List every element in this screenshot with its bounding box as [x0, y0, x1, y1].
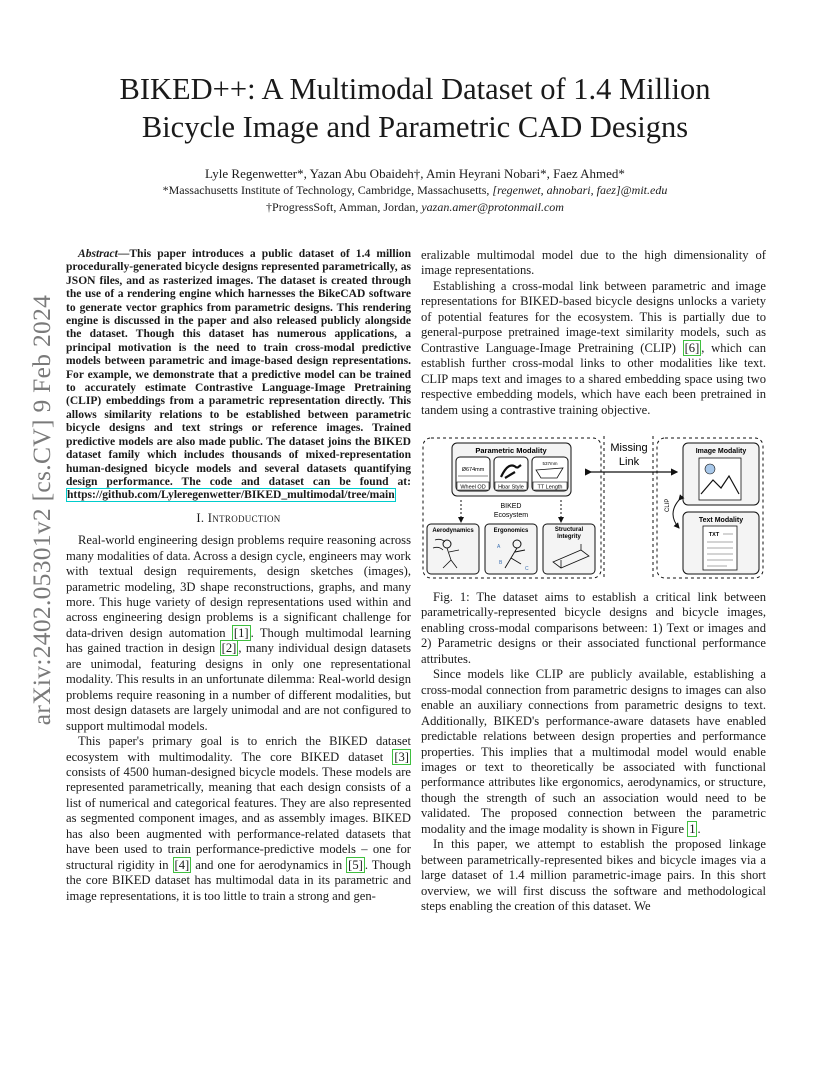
- affiliation-mit-email[interactable]: [regenwet, ahnobari, faez]@mit.edu: [492, 183, 668, 197]
- aerodynamics-label: Aerodynamics: [432, 527, 474, 534]
- figure-1: [421, 432, 766, 582]
- link-label: Link: [618, 455, 640, 468]
- clip-label: CLIP: [665, 498, 671, 512]
- txt-label: TXT: [708, 531, 720, 538]
- structural-label: Structural: [554, 526, 584, 533]
- intro-p2-text-a: This paper's primary goal is to enrich the BIKED dataset ecosystem with multimodality. The core BIKED dataset: [66, 734, 411, 764]
- intro-p2-text-d: . Though the core BIKED dataset has multimodal data in its parametric and image representations, it is too little to train a strong and gen-: [66, 857, 411, 903]
- wheel-od-label: Wheel OD: [460, 484, 486, 491]
- wheel-od-dim: Ø674mm: [461, 466, 485, 473]
- intro-paragraph-1: [66, 533, 411, 734]
- intro-paragraph-2: [66, 734, 411, 904]
- svg-text:A: A: [497, 543, 501, 550]
- right-p3-text: Since models like CLIP are publicly available, establishing a cross-modal connection from parametric designs to images can also enable an auxiliary connections from parametric designs to text. Additionally, BIKED's performance-aware datasets have enabled predictable relations between design properties and performance properties. This implies that a multimodal model would enable images or text to theoretically be associated with functional performance attributes like ergonomics, aerodynamics, or structure, though the strength of such an association would need to be validated. The proposed connection between the parametric modality and the image modality is shown in Figure: [421, 667, 766, 836]
- right-paragraph-2: [421, 279, 766, 418]
- clip-arrow: [673, 500, 679, 528]
- affiliation-progresssoft: [70, 199, 760, 216]
- figure-1-caption: Fig. 1: The dataset aims to establish a critical link between parametrically-represented bicycle designs and bicycle images, enabling cross-modal comparisons between: 1) Text or images and 2) Parametric designs or their associated functional performance attributes.: [421, 589, 766, 666]
- section-title: Introduction: [207, 510, 281, 525]
- ecosystem-label: Ecosystem: [493, 511, 529, 519]
- image-icon-sun: [705, 464, 715, 474]
- integrity-label: Integrity: [557, 533, 581, 540]
- tt-length-label: TT Length: [537, 484, 563, 491]
- author-block: [70, 165, 760, 216]
- affiliation-mit: [70, 182, 760, 199]
- intro-p2-text-b: consists of 4500 human-designed bicycle models. These models are represented parametrically, meaning that each design consists of a list of numerical and categorical features. They are also represented as segmented component images, and as assembly images. BIKED has also been augmented with performance-related datasets that have been used to train performance-predictive models – one for structural rigidity in: [66, 764, 411, 872]
- arxiv-identifier: [22, 290, 62, 730]
- right-paragraph-3: [421, 667, 766, 837]
- citation-3[interactable]: [3]: [394, 749, 409, 764]
- svg-text:B: B: [499, 559, 503, 566]
- affiliation-progresssoft-name: †ProgressSoft, Amman, Jordan,: [266, 200, 422, 214]
- affiliation-progresssoft-email[interactable]: yazan.amer@protonmail.com: [421, 200, 564, 214]
- tt-length-value: 537mm: [542, 460, 558, 466]
- citation-2[interactable]: [2]: [221, 641, 237, 656]
- citation-4[interactable]: [4]: [174, 857, 190, 872]
- biked-label: BIKED: [500, 502, 522, 510]
- arxiv-identifier-text: arXiv:2402.05301v2 [cs.CV] 9 Feb 2024: [27, 294, 56, 726]
- svg-text:C: C: [525, 565, 529, 572]
- right-p2-text-b: , which can establish further cross-modal links to other modalities like text. CLIP maps text and images to a shared embedding space using two respective embedding models, which have each been pretrained in tandem using a contrastive training objective.: [421, 340, 766, 417]
- citation-6[interactable]: [6]: [684, 340, 700, 355]
- intro-p1-text-b: . Though multimodal learning has gained traction in design: [66, 625, 412, 656]
- right-paragraph-1: eralizable multimodal model due to the high dimensionality of image representations.: [421, 248, 766, 278]
- abstract-label: Abstract: [78, 248, 118, 260]
- section-number: I.: [196, 510, 208, 525]
- text-modality-label: Text Modality: [698, 516, 744, 524]
- right-paragraph-4: In this paper, we attempt to establish the proposed linkage between parametrically-represented bikes and bicycle images via a large dataset of 1.4 million parametric-image pairs. In this short overview, we will first discuss the software and methodological steps enabling the creation of this dataset. We: [421, 837, 766, 914]
- figure-1-reference[interactable]: 1: [689, 821, 696, 836]
- abstract-text: —This paper introduces a public dataset of 1.4 million procedurally-generated bicycle designs represented parametrically, as JSON files, and as rasterized images. The dataset is created through the use of a rendering engine which harnesses the BikeCAD software to generate vector graphics from parametric designs. This rendering engine is discussed in the paper and also released publicly alongside the dataset. Though this dataset has numerous applications, a principal motivation is the need to train cross-modal predictive models between parametric and image-based design representations. For example, we demonstrate that a predictive model can be trained to accurately estimate Contrastive Language-Image Pretraining (CLIP) embeddings from a parametric representation directly. This allows similarity relations to be established between parametric bicycle designs and text strings or reference images. Trained predictive models are also made public. The dataset joins the BIKED dataset family which includes thousands of mixed-representation human-designed bicycle models and several datasets quantifying design performance. The code and dataset can be found at:: [66, 248, 411, 488]
- citation-1[interactable]: [1]: [233, 625, 249, 640]
- dataset-link[interactable]: https://github.com/Lyleregenwetter/BIKED_multimodal/tree/main: [67, 489, 395, 502]
- abstract: [66, 248, 411, 503]
- right-p2-text-a: Establishing a cross-modal link between parametric and image representations for BIKED-based bicycle designs unlocks a variety of potential features for the ecosystem. This is partially due to general-purpose pretrained image-text similarity models, such as Contrastive Language-Image Pretraining (CLIP): [421, 278, 766, 355]
- citation-5[interactable]: [5]: [348, 857, 363, 872]
- intro-p1-text-a: Real-world engineering design problems require reasoning across many modalities of data. Across a design cycle, engineers may work with textual design requirements, design sketches (images), parametric modeling, 3D shape reconstructions, graphs, and many more. This huge variety of design representations used within and across engineering design problems is a significant challenge for data-driven design automation: [66, 533, 411, 640]
- missing-label: Missing: [610, 441, 648, 454]
- author-list: Lyle Regenwetter*, Yazan Abu Obaideh†, Amin Heyrani Nobari*, Faez Ahmed*: [205, 166, 625, 181]
- parametric-modality-label: Parametric Modality: [475, 445, 547, 455]
- section-heading-introduction: [66, 511, 411, 526]
- intro-p2-text-c: and one for aerodynamics in: [191, 857, 347, 872]
- left-column: [66, 248, 411, 904]
- affiliation-mit-name: *Massachusetts Institute of Technology, Cambridge, Massachusetts,: [162, 183, 493, 197]
- hbar-style-label: Hbar Style: [498, 484, 524, 491]
- intro-p1-text-c: , many individual design datasets are unimodal, featuring designs in only one representational modality. This results in an unfortunate dilemma: Real-world design problems require reasoning in a number of different modalities, but most design datasets are largely unimodal and are not configured to support multimodal models.: [66, 641, 411, 733]
- ergonomics-label: Ergonomics: [493, 527, 529, 534]
- right-p3-end: .: [697, 821, 701, 836]
- paper-title: BIKED++: A Multimodal Dataset of 1.4 Million Bicycle Image and Parametric CAD Designs: [119, 72, 711, 144]
- figure-1-diagram: [421, 432, 766, 582]
- right-column: [421, 248, 766, 915]
- image-modality-label: Image Modality: [695, 447, 747, 455]
